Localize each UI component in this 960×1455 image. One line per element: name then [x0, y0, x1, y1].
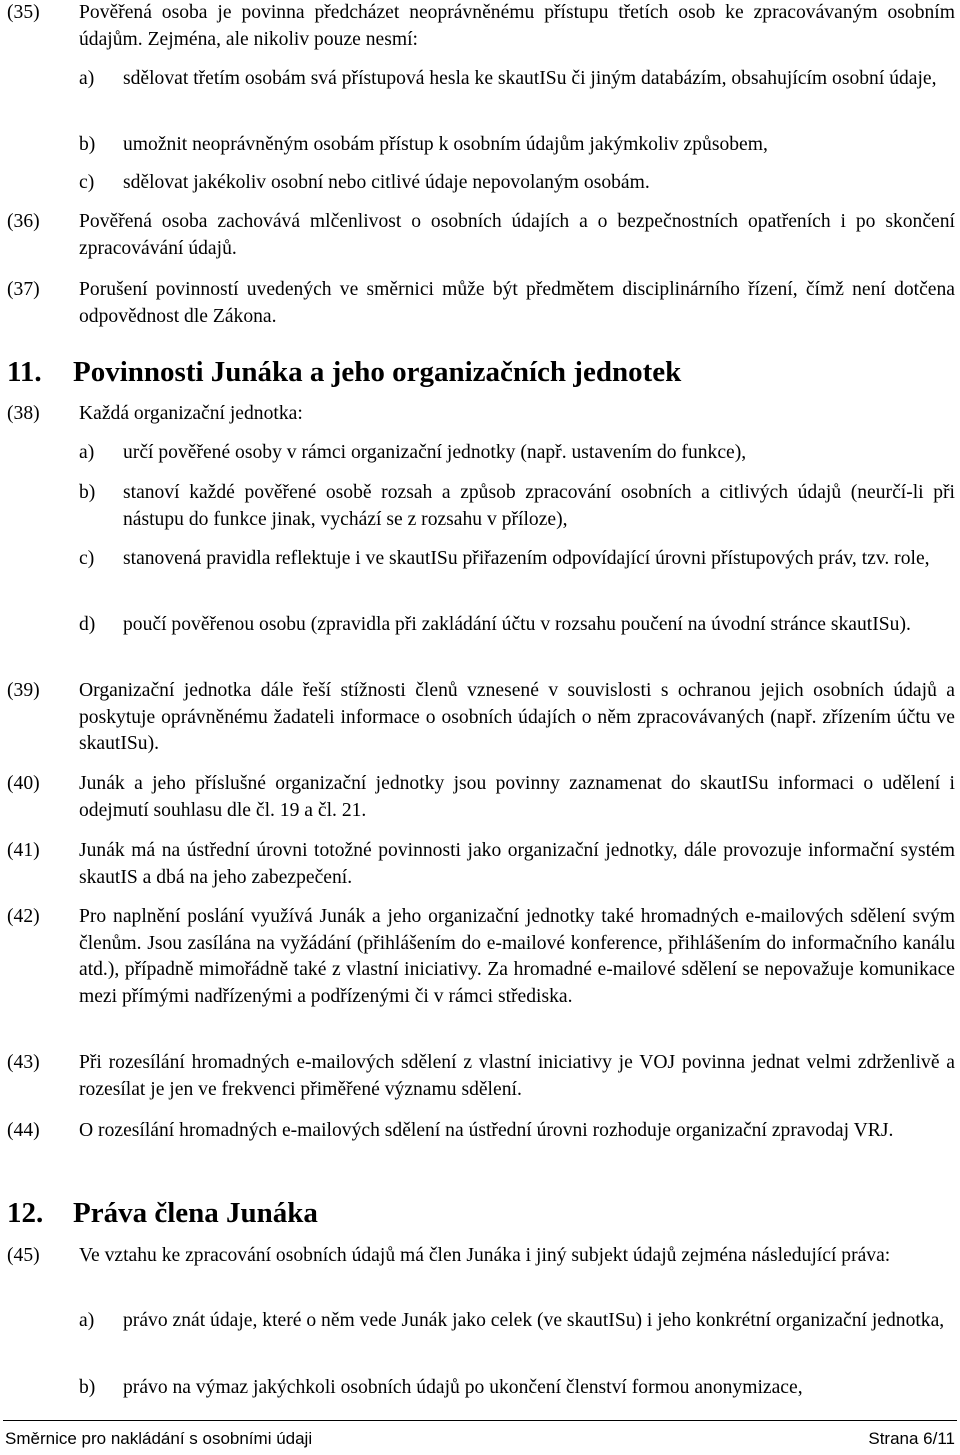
list-item-text: sdělovat třetím osobám svá přístupová hesla ke skautISu či jiným databázím, obsahujícím osobní údaje,: [123, 68, 937, 89]
list-item-label: a): [79, 1310, 95, 1331]
section-number: 12.: [7, 1197, 44, 1229]
paragraph-number: (41): [7, 840, 40, 861]
list-item: [79, 1375, 955, 1402]
list-item-label: b): [79, 482, 96, 503]
paragraph-36: [7, 209, 955, 262]
paragraph-35: [7, 0, 955, 53]
paragraph-text: Pro naplnění poslání využívá Junák a jeho organizační jednotky také hromadných e-mailových sdělení svým členům. Jsou zasílána na vyžádání (přihlášením do e-mailové konference, přihlášením do informačního kanálu atd.), případně mimořádně také z vlastní iniciativy. Za hromadné e-mailové sdělení se nepovažuje komunikace mezi přímými nadřízenými a podřízenými či v rámci střediska.: [79, 906, 955, 1007]
paragraph-text: Při rozesílání hromadných e-mailových sdělení z vlastní iniciativy je VOJ povinna jednat velmi zdrženlivě a rozesílat je jen ve frekvenci přiměřené významu sdělení.: [79, 1052, 955, 1100]
paragraph-number: (36): [7, 211, 40, 232]
section-title: Práva člena Junáka: [73, 1197, 318, 1229]
list-item: [79, 440, 955, 467]
list-item-label: b): [79, 1377, 96, 1398]
paragraph-42: [7, 904, 955, 1010]
paragraph-number: (40): [7, 773, 40, 794]
list-item-text: sdělovat jakékoliv osobní nebo citlivé údaje nepovolaným osobám.: [123, 172, 650, 193]
list-item-label: d): [79, 614, 96, 635]
list-item-text: umožnit neoprávněným osobám přístup k osobním údajům jakýmkoliv způsobem,: [123, 134, 768, 155]
list-item-label: a): [79, 68, 95, 89]
list-item-label: c): [79, 172, 95, 193]
list-item-text: stanoví každé pověřené osobě rozsah a způsob zpracování osobních a citlivých údajů (neurčí-li při nástupu do funkce jinak, vychází se z rozsahu v příloze),: [123, 482, 955, 530]
paragraph-number: (44): [7, 1120, 40, 1141]
footer-divider: [3, 1420, 957, 1421]
section-heading-12: [7, 1196, 318, 1230]
paragraph-38: [7, 401, 955, 428]
list-item-label: a): [79, 442, 95, 463]
paragraph-text: Porušení povinností uvedených ve směrnici může být předmětem disciplinárního řízení, čímž není dotčena odpovědnost dle Zákona.: [79, 279, 955, 327]
paragraph-39: [7, 678, 955, 758]
list-item-text: stanovená pravidla reflektuje i ve skautISu přiřazením odpovídající úrovni přístupových práv, tzv. role,: [123, 548, 930, 569]
list-item: [79, 546, 955, 573]
list-item-label: b): [79, 134, 96, 155]
paragraph-number: (43): [7, 1052, 40, 1073]
paragraph-41: [7, 838, 955, 891]
section-heading-11: [7, 355, 681, 389]
section-number: 11.: [7, 356, 42, 388]
paragraph-37: [7, 277, 955, 330]
list-item-text: právo znát údaje, které o něm vede Junák jako celek (ve skautISu) i jeho konkrétní organizační jednotka,: [123, 1310, 945, 1331]
paragraph-44: [7, 1118, 955, 1145]
paragraph-43: [7, 1050, 955, 1103]
list-item: [79, 1308, 955, 1335]
list-item-text: poučí pověřenou osobu (zpravidla při zakládání účtu v rozsahu poučení na úvodní stránce skautISu).: [123, 614, 911, 635]
paragraph-number: (42): [7, 906, 40, 927]
list-item: [79, 66, 955, 93]
paragraph-45: [7, 1243, 955, 1270]
list-item: [79, 132, 955, 159]
list-item: [79, 612, 955, 639]
footer-document-title: Směrnice pro nakládání s osobními údaji: [5, 1429, 313, 1448]
list-item: [79, 170, 955, 197]
paragraph-number: (35): [7, 2, 40, 23]
paragraph-number: (37): [7, 279, 40, 300]
paragraph-text: Junák má na ústřední úrovni totožné povinnosti jako organizační jednotky, dále provozuje informační systém skautIS a dbá na jeho zabezpečení.: [79, 840, 955, 888]
paragraph-text: Junák a jeho příslušné organizační jednotky jsou povinny zaznamenat do skautISu informaci o udělení i odejmutí souhlasu dle čl. 19 a čl. 21.: [79, 773, 955, 821]
section-title: Povinnosti Junáka a jeho organizačních jednotek: [73, 356, 682, 388]
paragraph-text: O rozesílání hromadných e-mailových sdělení na ústřední úrovni rozhoduje organizační zpravodaj VRJ.: [79, 1120, 894, 1141]
list-item-label: c): [79, 548, 95, 569]
paragraph-40: [7, 771, 955, 824]
list-item-text: určí pověřené osoby v rámci organizační jednotky (např. ustavením do funkce),: [123, 442, 747, 463]
paragraph-number: (38): [7, 403, 40, 424]
paragraph-text: Ve vztahu ke zpracování osobních údajů má člen Junáka i jiný subjekt údajů zejména následující práva:: [79, 1245, 891, 1266]
paragraph-text: Organizační jednotka dále řeší stížnosti členů vznesené v souvislosti s ochranou jejich osobních údajů a poskytuje oprávněnému žadateli informace o osobních údajích o něm zpracovávaných (např. zřízením účtu ve skautISu).: [79, 680, 955, 754]
list-item: [79, 480, 955, 533]
paragraph-number: (39): [7, 680, 40, 701]
paragraph-text: Pověřená osoba zachovává mlčenlivost o osobních údajích a o bezpečnostních opatřeních i po skončení zpracovávání údajů.: [79, 211, 955, 259]
paragraph-text: Pověřená osoba je povinna předcházet neoprávněnému přístupu třetích osob ke zpracovávaným osobním údajům. Zejména, ale nikoliv pouze nesmí:: [79, 2, 955, 50]
paragraph-number: (45): [7, 1245, 40, 1266]
footer-page-number: Strana 6/11: [868, 1429, 955, 1448]
paragraph-text: Každá organizační jednotka:: [79, 403, 303, 424]
list-item-text: právo na výmaz jakýchkoli osobních údajů po ukončení členství formou anonymizace,: [123, 1377, 803, 1398]
